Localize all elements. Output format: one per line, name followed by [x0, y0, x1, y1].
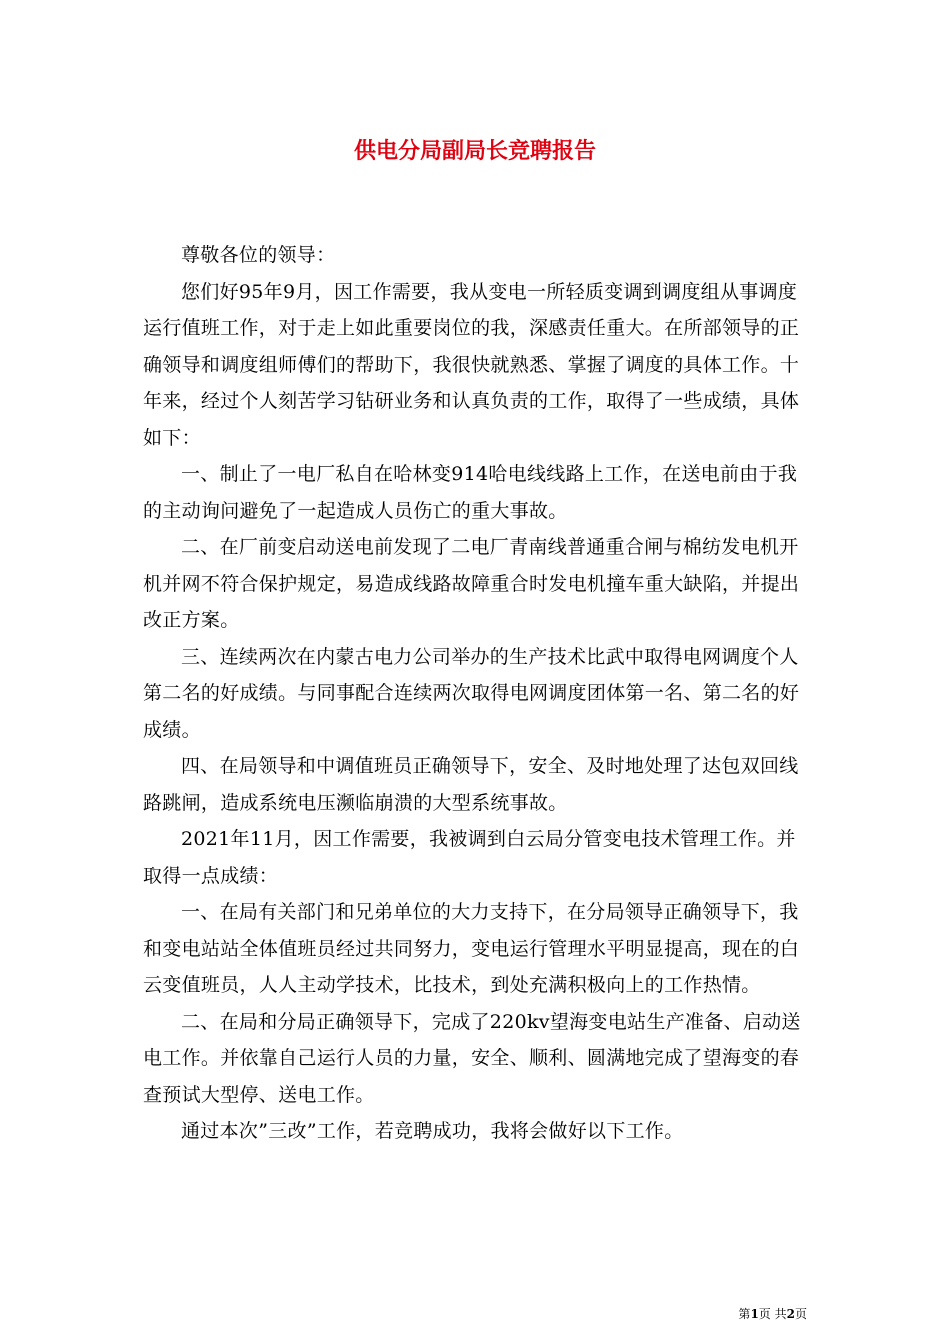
paragraph-achievement-2: 二、在厂前变启动送电前发现了二电厂青南线普通重合闸与棉纺发电机开机并网不符合保护规定，易造成线路故障重合时发电机撞车重大缺陷，并提出改正方案。	[143, 536, 800, 631]
paragraph-closing: 通过本次”三改”工作，若竞聘成功，我将会做好以下工作。	[181, 1120, 684, 1142]
document-title: 供电分局副局长竞聘报告	[353, 138, 596, 164]
paragraph-achievement-1: 一、制止了一电厂私自在哈林变914哈电线线路上工作，在送电前由于我的主动询问避免了一起造成人员伤亡的重大事故。	[143, 463, 798, 522]
footer-current-page: 1	[750, 1307, 759, 1321]
paragraph-baiyun-1: 一、在局有关部门和兄弟单位的大力支持下，在分局领导正确领导下，我和变电站站全体值班员经过共同努力，变电运行管理水平明显提高，现在的白云变值班员，人人主动学技术，比技术，到处充满积极向上的工作热情。	[143, 901, 800, 996]
paragraph-achievement-3: 三、连续两次在内蒙古电力公司举办的生产技术比武中取得电网调度个人第二名的好成绩。与同事配合连续两次取得电网调度团体第一名、第二名的好成绩。	[143, 645, 800, 741]
salutation: 尊敬各位的领导：	[181, 244, 336, 266]
paragraph-baiyun-2: 二、在局和分局正确领导下，完成了220kv望海变电站生产准备、启动送电工作。并依靠自己运行人员的力量，安全、顺利、圆满地完成了望海变的春查预试大型停、送电工作。	[143, 1010, 801, 1106]
footer-total-pages: 2	[786, 1307, 795, 1321]
footer-middle: 页 共	[758, 1307, 787, 1321]
page-footer	[738, 1306, 807, 1322]
paragraph-achievement-4: 四、在局领导和中调值班员正确领导下，安全、及时地处理了达包双回线路跳闸，造成系统电压濒临崩溃的大型系统事故。	[143, 755, 799, 814]
document-body	[143, 237, 803, 1150]
footer-suffix: 页	[794, 1307, 807, 1321]
footer-prefix: 第	[738, 1307, 751, 1321]
paragraph-transfer: 2021年11月，因工作需要，我被调到白云局分管变电技术管理工作。并取得一点成绩：	[143, 828, 796, 887]
paragraph-intro: 您们好95年9月，因工作需要，我从变电一所轻质变调到调度组从事调度运行值班工作，对于走上如此重要岗位的我，深感责任重大。在所部领导的正确领导和调度组师傅们的帮助下，我很快就熟悉、掌握了调度的具体工作。十年来，经过个人刻苦学习钻研业务和认真负责的工作，取得了一些成绩，具体如下：	[143, 280, 800, 449]
